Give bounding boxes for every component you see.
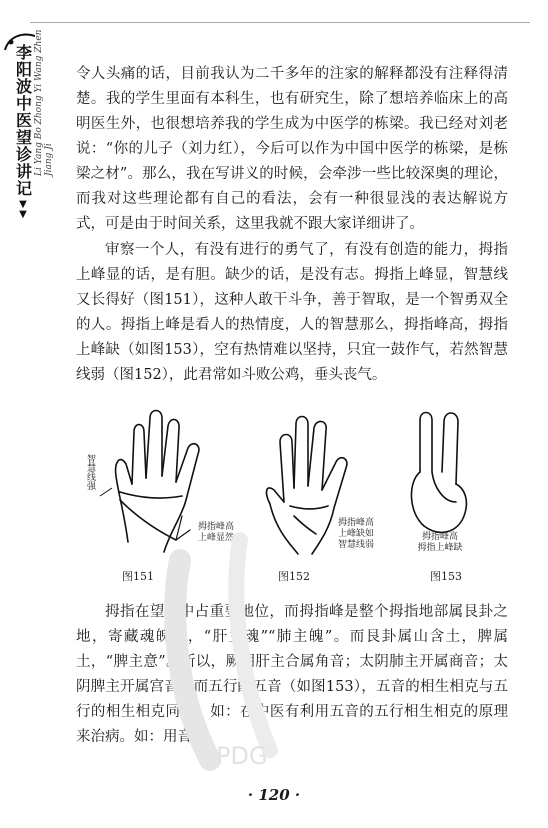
spine-title: 李阳波中医望诊讲记 bbox=[13, 44, 33, 197]
fig151-note-line2: 上峰显然 bbox=[197, 533, 234, 543]
hand-figures bbox=[80, 392, 500, 588]
fig153-note bbox=[400, 532, 480, 554]
paragraph-3: 拇指在望手中占重要地位，而拇指峰是整个拇指地部属艮卦之地，寄藏魂魄意，“肝主魂”“肺主魄”。而艮卦属山含土，脾属土，“脾主意”。所以，厥阴肝主合属角音；太阴肺主开属商音；太阴脾主开属宫音。而五行配五音（如图153），五音的相生相克与五行的相生相克同理。如：在中医有利用五音的五行相生相克的原理来治病。如：用音乐 bbox=[76, 604, 508, 745]
fig152-note bbox=[324, 518, 388, 551]
fig153-note-line1: 拇指峰高 bbox=[421, 532, 458, 542]
fig151-side-label: 智慧线强 bbox=[85, 454, 95, 490]
fig152-note-line2: 上峰缺如 bbox=[337, 529, 374, 539]
fig151-note bbox=[184, 522, 248, 544]
fig151-note-line1: 拇指峰高 bbox=[197, 522, 234, 532]
fig152-caption: 图152 bbox=[278, 570, 310, 583]
running-head-pinyin: Li Yang Bo Zhong Yi Wang Zhen Jiang Ji bbox=[34, 29, 54, 176]
watermark-text: PDG bbox=[216, 742, 268, 770]
paragraph-1: 令人头痛的话，目前我认为二千多年的注家的解释都没有注释得清楚。我的学生里面有本科生，也有研究生，除了想培养临床上的高明医生外，也很想培养我的学生成为中医学的栋梁。我已经对刘老说：“你的儿子（刘力红），今后可以作为中国中医学的栋梁，是栋梁之材”。那么，我在写讲义的时候，会牵涉一些比较深奥的理论，而我对这些理论都有自己的看法，会有一种很显浅的表达解说方式，可是由于时间关系，这里我就不跟大家详细讲了。 bbox=[76, 66, 508, 232]
fig153-caption: 图153 bbox=[430, 570, 462, 583]
triangle-down-icon: ▼ ▼ bbox=[19, 199, 27, 220]
fig153-note-line2: 拇指上峰缺 bbox=[417, 543, 463, 553]
fig152-note-line1: 拇指峰高 bbox=[337, 518, 374, 528]
fig151-caption: 图151 bbox=[122, 570, 154, 583]
paragraph-2: 审察一个人，有没有进行的勇气了，有没有创造的能力，拇指上峰显的话，是有胆。缺少的话，是没有志。拇指上峰显，智慧线又长得好（图151），这种人敢干斗争，善于智取，是一个智勇双全的人。拇指上峰是看人的热情度，人的智慧那么，拇指峰高，拇指上峰缺（如图153），空有热情难以坚持，只宜一鼓作气，若然智慧线弱（图152），此君常如斗败公鸡，垂头丧气。 bbox=[76, 242, 508, 383]
header-rule bbox=[30, 22, 530, 23]
fig152-note-line3: 智慧线弱 bbox=[337, 540, 374, 550]
page-number: · 120 · bbox=[247, 786, 301, 804]
